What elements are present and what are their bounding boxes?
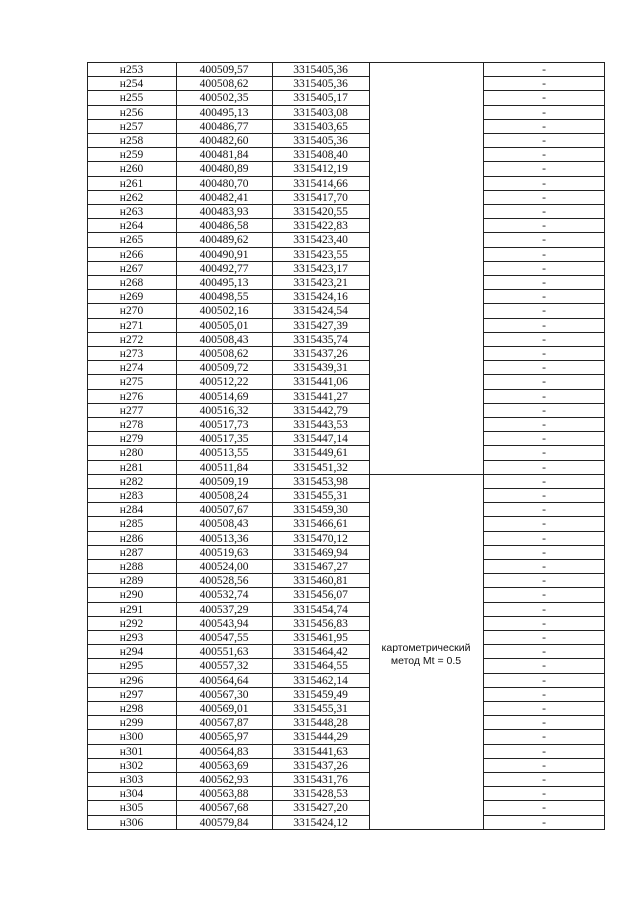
precision-value: -: [542, 319, 546, 332]
coord-x: 400507,67: [199, 504, 249, 517]
coord-y: 3315456,83: [293, 617, 348, 630]
precision-value: -: [542, 475, 546, 488]
point-id: н256: [119, 106, 144, 119]
coord-x: 400557,32: [199, 660, 249, 673]
coord-y: 3315423,17: [293, 262, 348, 275]
table-border-bottom: [87, 829, 605, 830]
coord-y: 3315414,66: [293, 177, 348, 190]
point-id: н263: [119, 206, 144, 218]
coord-x: 400517,73: [199, 419, 249, 431]
point-id: н265: [119, 234, 144, 247]
point-id: н253: [119, 64, 144, 76]
precision-value: -: [542, 759, 546, 772]
coord-x: 400565,97: [199, 731, 249, 744]
coord-x: 400482,41: [199, 191, 249, 204]
coord-x: 400508,43: [199, 333, 249, 346]
coord-x: 400562,93: [199, 774, 249, 786]
coord-x: 400524,00: [199, 561, 249, 573]
precision-value: -: [542, 603, 546, 616]
point-id: н260: [119, 163, 144, 176]
point-id: н294: [119, 646, 144, 659]
coord-x: 400547,55: [199, 632, 249, 644]
point-id: н266: [119, 248, 144, 261]
coord-y: 3315455,31: [293, 490, 348, 502]
point-id: н262: [119, 191, 144, 204]
coord-y: 3315431,76: [293, 774, 348, 786]
coord-x: 400486,77: [199, 120, 249, 133]
method-line-1: картометрический: [381, 642, 471, 654]
point-id: н299: [119, 717, 144, 730]
precision-value: -: [542, 717, 546, 730]
coord-y: 3315437,26: [293, 348, 348, 360]
coord-x: 400532,74: [199, 589, 249, 602]
point-id: н259: [119, 149, 144, 162]
coord-x: 400509,19: [199, 475, 249, 488]
precision-value: -: [542, 191, 546, 204]
point-id: н286: [119, 532, 144, 545]
coord-y: 3315462,14: [293, 674, 348, 687]
precision-value: -: [542, 390, 546, 403]
coord-x: 400502,35: [199, 92, 249, 105]
column-divider: [369, 62, 370, 829]
precision-value: -: [542, 419, 546, 431]
point-id: н269: [119, 291, 144, 304]
coord-y: 3315427,20: [293, 802, 348, 815]
coord-x: 400563,69: [199, 759, 249, 772]
point-id: н287: [119, 546, 144, 559]
point-id: н288: [119, 561, 144, 573]
coord-x: 400481,84: [199, 149, 249, 162]
precision-value: -: [542, 262, 546, 275]
coord-y: 3315455,31: [293, 703, 348, 715]
precision-value: -: [542, 362, 546, 375]
coord-x: 400512,22: [199, 376, 249, 389]
precision-value: -: [542, 731, 546, 744]
coord-x: 400517,35: [199, 433, 249, 446]
precision-value: -: [542, 120, 546, 133]
coord-y: 3315424,54: [293, 305, 348, 318]
precision-value: -: [542, 433, 546, 446]
coord-x: 400480,89: [199, 163, 249, 176]
coord-y: 3315459,49: [293, 688, 348, 701]
coord-x: 400564,64: [199, 674, 249, 687]
coord-y: 3315469,94: [293, 546, 348, 559]
coord-y: 3315448,28: [293, 717, 348, 730]
precision-value: -: [542, 589, 546, 602]
coord-y: 3315464,42: [293, 646, 348, 659]
coord-x: 400509,72: [199, 362, 249, 375]
coord-x: 400498,55: [199, 291, 249, 304]
precision-value: -: [542, 660, 546, 673]
coord-x: 400502,16: [199, 305, 249, 318]
coord-x: 400567,30: [199, 688, 249, 701]
coord-x: 400519,63: [199, 546, 249, 559]
precision-value: -: [542, 277, 546, 289]
precision-value: -: [542, 64, 546, 76]
point-id: н261: [119, 177, 144, 190]
point-id: н254: [119, 78, 144, 91]
coord-y: 3315403,65: [293, 120, 348, 133]
coord-y: 3315412,19: [293, 163, 348, 176]
precision-value: -: [542, 305, 546, 318]
precision-value: -: [542, 532, 546, 545]
precision-value: -: [542, 149, 546, 162]
coord-x: 400482,60: [199, 135, 249, 147]
coord-y: 3315405,36: [293, 78, 348, 91]
coord-y: 3315470,12: [293, 532, 348, 545]
point-id: н276: [119, 390, 144, 403]
coord-y: 3315423,21: [293, 277, 348, 289]
precision-value: -: [542, 234, 546, 247]
precision-value: -: [542, 788, 546, 801]
coord-x: 400495,13: [199, 277, 249, 289]
precision-value: -: [542, 546, 546, 559]
method-note: [369, 642, 483, 668]
point-id: н306: [119, 816, 144, 829]
point-id: н301: [119, 745, 144, 758]
precision-value: -: [542, 135, 546, 147]
coord-y: 3315441,06: [293, 376, 348, 389]
point-id: н267: [119, 262, 144, 275]
coord-x: 400567,87: [199, 717, 249, 730]
point-id: н284: [119, 504, 144, 517]
coord-x: 400489,62: [199, 234, 249, 247]
coord-y: 3315447,14: [293, 433, 348, 446]
point-id: н304: [119, 788, 144, 801]
coord-y: 3315441,63: [293, 745, 348, 758]
coord-y: 3315453,98: [293, 475, 348, 488]
precision-value: -: [542, 617, 546, 630]
point-id: н302: [119, 759, 144, 772]
coord-y: 3315461,95: [293, 632, 348, 644]
precision-value: -: [542, 291, 546, 304]
point-id: н275: [119, 376, 144, 389]
point-id: н297: [119, 688, 144, 701]
coord-y: 3315437,26: [293, 759, 348, 772]
point-id: н280: [119, 447, 144, 460]
precision-value: -: [542, 575, 546, 588]
coord-x: 400483,93: [199, 206, 249, 218]
coord-y: 3315444,29: [293, 731, 348, 744]
point-id: н255: [119, 92, 144, 105]
coordinates-table: [87, 62, 605, 829]
precision-value: -: [542, 404, 546, 417]
coord-x: 400492,77: [199, 262, 249, 275]
coord-y: 3315428,53: [293, 788, 348, 801]
precision-value: -: [542, 646, 546, 659]
precision-value: -: [542, 674, 546, 687]
point-id: н271: [119, 319, 144, 332]
point-id: н278: [119, 419, 144, 431]
point-id: н292: [119, 617, 144, 630]
precision-value: -: [542, 802, 546, 815]
point-id: н295: [119, 660, 144, 673]
point-id: н291: [119, 603, 144, 616]
precision-value: -: [542, 78, 546, 91]
precision-value: -: [542, 177, 546, 190]
coord-y: 3315420,55: [293, 206, 348, 218]
precision-value: -: [542, 774, 546, 786]
coord-y: 3315443,53: [293, 419, 348, 431]
precision-value: -: [542, 518, 546, 531]
coord-y: 3315424,12: [293, 816, 348, 829]
coord-x: 400579,84: [199, 816, 249, 829]
coord-y: 3315466,61: [293, 518, 348, 531]
point-id: н283: [119, 490, 144, 502]
point-id: н290: [119, 589, 144, 602]
coord-x: 400537,29: [199, 603, 249, 616]
point-id: н298: [119, 703, 144, 715]
coord-x: 400486,58: [199, 220, 249, 233]
point-id: н281: [119, 461, 144, 474]
coord-x: 400569,01: [199, 703, 249, 715]
precision-value: -: [542, 348, 546, 360]
coord-y: 3315449,61: [293, 447, 348, 460]
precision-value: -: [542, 561, 546, 573]
precision-value: -: [542, 106, 546, 119]
precision-value: -: [542, 816, 546, 829]
point-id: н270: [119, 305, 144, 318]
coord-y: 3315442,79: [293, 404, 348, 417]
coord-x: 400508,62: [199, 348, 249, 360]
precision-value: -: [542, 461, 546, 474]
coord-x: 400543,94: [199, 617, 249, 630]
precision-value: -: [542, 376, 546, 389]
coord-x: 400480,70: [199, 177, 249, 190]
coord-x: 400508,62: [199, 78, 249, 91]
coord-y: 3315405,36: [293, 64, 348, 76]
coord-y: 3315464,55: [293, 660, 348, 673]
point-id: н296: [119, 674, 144, 687]
coord-x: 400511,84: [199, 461, 249, 474]
point-id: н300: [119, 731, 144, 744]
coord-y: 3315467,27: [293, 561, 348, 573]
precision-value: -: [542, 490, 546, 502]
point-id: н264: [119, 220, 144, 233]
coord-y: 3315427,39: [293, 319, 348, 332]
coord-y: 3315460,81: [293, 575, 348, 588]
coord-x: 400490,91: [199, 248, 249, 261]
coord-y: 3315439,31: [293, 362, 348, 375]
precision-value: -: [542, 163, 546, 176]
coord-x: 400505,01: [199, 319, 249, 332]
coord-y: 3315405,17: [293, 92, 348, 105]
coord-x: 400528,56: [199, 575, 249, 588]
coord-y: 3315423,55: [293, 248, 348, 261]
coord-x: 400563,88: [199, 788, 249, 801]
point-id: н305: [119, 802, 144, 815]
point-id: н293: [119, 632, 144, 644]
precision-value: -: [542, 504, 546, 517]
coord-x: 400564,83: [199, 745, 249, 758]
coord-x: 400513,36: [199, 532, 249, 545]
precision-value: -: [542, 333, 546, 346]
point-id: н289: [119, 575, 144, 588]
precision-value: -: [542, 703, 546, 715]
coord-y: 3315441,27: [293, 390, 348, 403]
precision-value: -: [542, 632, 546, 644]
point-id: н272: [119, 333, 144, 346]
coord-x: 400551,63: [199, 646, 249, 659]
method-line-2: метод Mt = 0.5: [390, 655, 462, 667]
coord-y: 3315451,32: [293, 461, 348, 474]
precision-value: -: [542, 745, 546, 758]
coord-y: 3315423,40: [293, 234, 348, 247]
point-id: н279: [119, 433, 144, 446]
point-id: н258: [119, 135, 144, 147]
coord-x: 400513,55: [199, 447, 249, 460]
point-id: н285: [119, 518, 144, 531]
coord-y: 3315405,36: [293, 135, 348, 147]
coord-y: 3315456,07: [293, 589, 348, 602]
coord-y: 3315459,30: [293, 504, 348, 517]
coord-x: 400509,57: [199, 64, 249, 76]
point-id: н257: [119, 120, 144, 133]
coord-x: 400508,43: [199, 518, 249, 531]
coord-x: 400567,68: [199, 802, 249, 815]
coord-x: 400516,32: [199, 404, 249, 417]
point-id: н277: [119, 404, 144, 417]
precision-value: -: [542, 206, 546, 218]
point-id: н303: [119, 774, 144, 786]
precision-value: -: [542, 220, 546, 233]
coord-y: 3315424,16: [293, 291, 348, 304]
coord-x: 400508,24: [199, 490, 249, 502]
coord-y: 3315435,74: [293, 333, 348, 346]
precision-value: -: [542, 248, 546, 261]
coord-y: 3315417,70: [293, 191, 348, 204]
point-id: н282: [119, 475, 144, 488]
coord-y: 3315422,83: [293, 220, 348, 233]
precision-value: -: [542, 447, 546, 460]
point-id: н273: [119, 348, 144, 360]
coord-x: 400514,69: [199, 390, 249, 403]
point-id: н268: [119, 277, 144, 289]
point-id: н274: [119, 362, 144, 375]
coord-y: 3315454,74: [293, 603, 348, 616]
coord-x: 400495,13: [199, 106, 249, 119]
coord-y: 3315408,40: [293, 149, 348, 162]
precision-value: -: [542, 92, 546, 105]
coord-y: 3315403,08: [293, 106, 348, 119]
precision-value: -: [542, 688, 546, 701]
